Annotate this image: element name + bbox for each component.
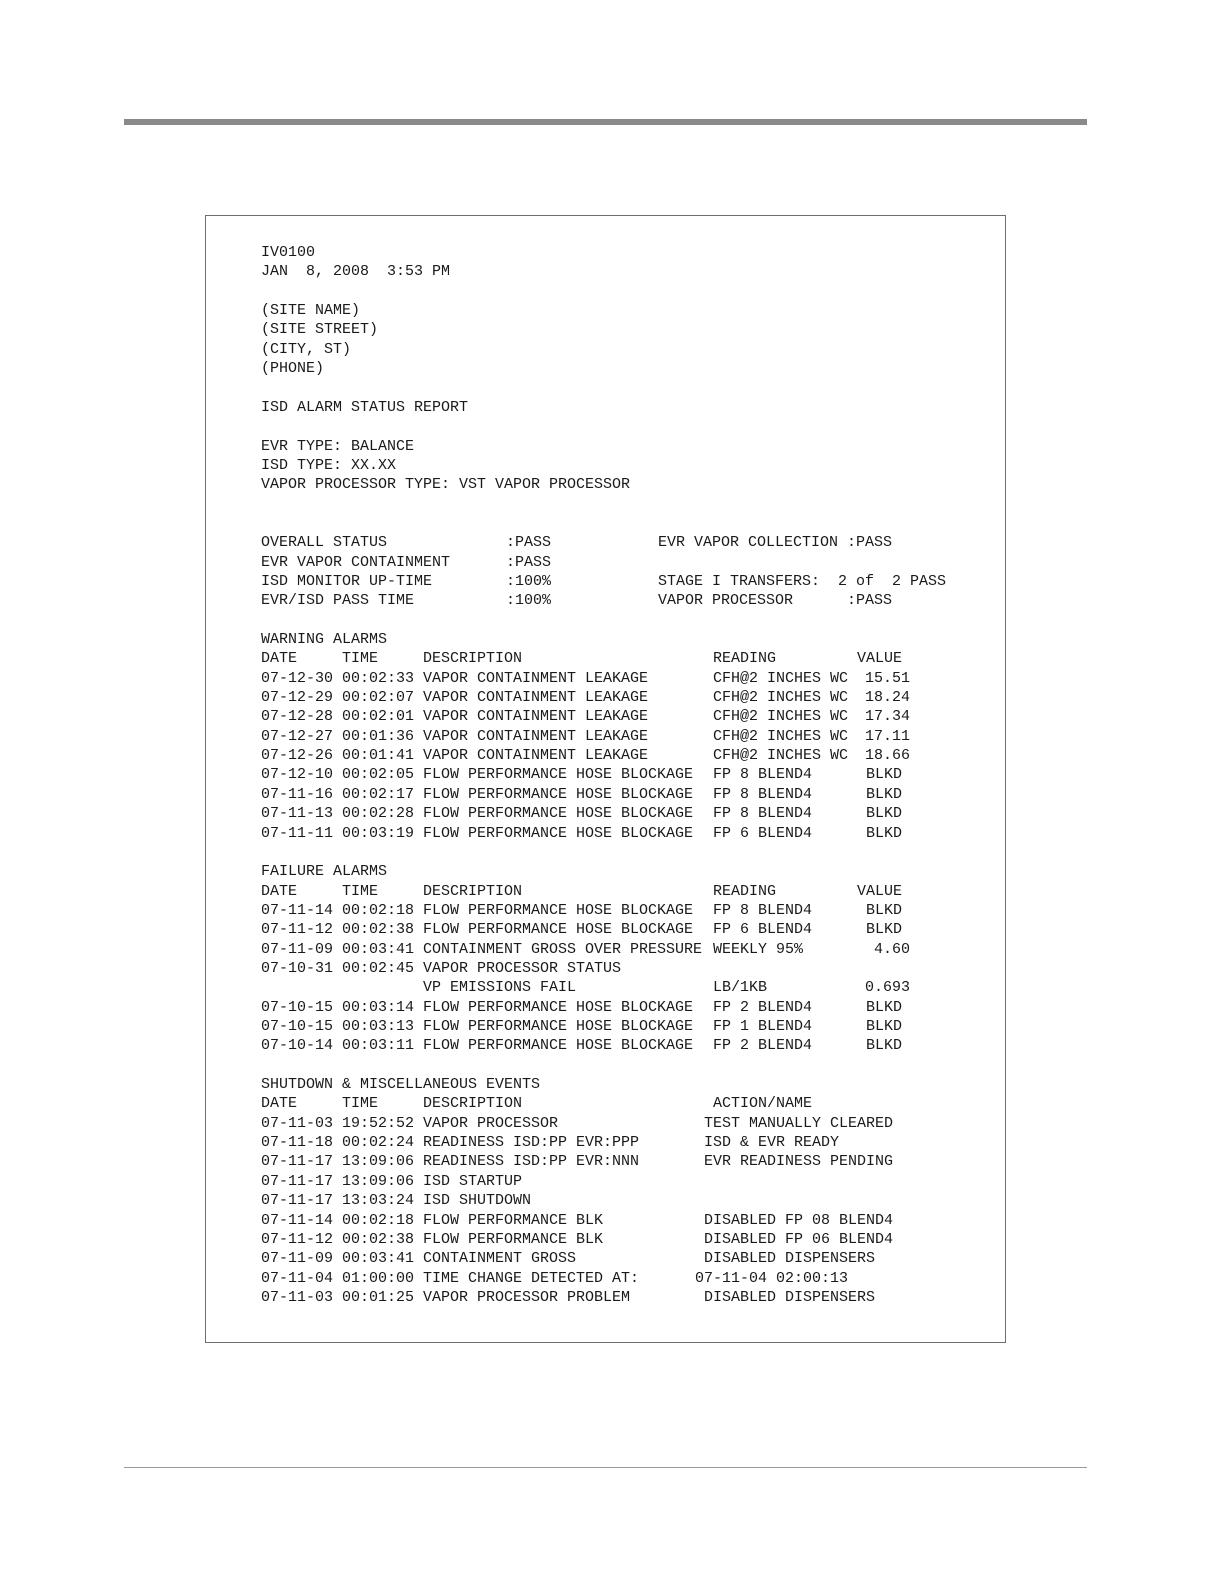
event-description: FLOW PERFORMANCE BLK bbox=[423, 1230, 604, 1248]
row-reading: FP 8 BLEND4 bbox=[713, 805, 813, 823]
col-description: DESCRIPTION bbox=[423, 1095, 523, 1113]
row-time: 00:02:28 bbox=[342, 805, 415, 823]
row-time: 00:03:14 bbox=[342, 998, 415, 1016]
event-action: DISABLED DISPENSERS bbox=[704, 1250, 876, 1268]
event-description: TIME CHANGE DETECTED AT: bbox=[423, 1269, 640, 1287]
row-time: 00:02:05 bbox=[342, 766, 415, 784]
event-action: ISD & EVR READY bbox=[704, 1134, 840, 1152]
row-value: BLKD bbox=[866, 785, 903, 803]
row-date: 07-11-12 bbox=[261, 921, 334, 939]
isd-alarm-status-report bbox=[206, 216, 1005, 1342]
row-time: 00:03:13 bbox=[342, 1018, 415, 1035]
event-time: 13:03:24 bbox=[342, 1192, 415, 1210]
vapor-processor-type: VAPOR PROCESSOR TYPE: VST VAPOR PROCESSOR bbox=[261, 476, 631, 494]
event-action: DISABLED FP 06 BLEND4 bbox=[704, 1230, 894, 1248]
event-date: 07-11-17 bbox=[261, 1153, 334, 1171]
row-reading: WEEKLY 95% bbox=[713, 940, 804, 958]
col-reading: READING bbox=[713, 650, 777, 668]
site-name: (SITE NAME) bbox=[261, 302, 361, 320]
event-time: 00:02:38 bbox=[342, 1230, 415, 1248]
evr-type: EVR TYPE: BALANCE bbox=[261, 437, 415, 455]
status-label: OVERALL STATUS bbox=[261, 534, 388, 552]
row-date: 07-10-15 bbox=[261, 1018, 334, 1035]
event-time: 19:52:52 bbox=[342, 1114, 415, 1132]
event-time: 00:03:41 bbox=[342, 1250, 415, 1268]
row-date: 07-11-16 bbox=[261, 785, 334, 803]
site-phone: (PHONE) bbox=[261, 360, 325, 378]
row-description: VAPOR CONTAINMENT LEAKAGE bbox=[423, 727, 649, 745]
row-date: 07-11-11 bbox=[261, 824, 334, 842]
row-time: 00:01:41 bbox=[342, 747, 415, 765]
row-time: 00:02:01 bbox=[342, 708, 415, 726]
event-date: 07-11-03 bbox=[261, 1288, 334, 1306]
status-right: EVR VAPOR COLLECTION :PASS bbox=[658, 534, 893, 552]
row-date: 07-12-30 bbox=[261, 669, 334, 687]
row-time: 00:02:45 bbox=[342, 959, 415, 977]
row-reading: FP 2 BLEND4 bbox=[713, 998, 813, 1016]
status-value: :PASS bbox=[506, 534, 552, 552]
status-label: EVR/ISD PASS TIME bbox=[261, 592, 415, 610]
row-reading: FP 8 BLEND4 bbox=[713, 901, 813, 919]
col-action: ACTION/NAME bbox=[713, 1095, 813, 1113]
row-reading: CFH@2 INCHES WC bbox=[713, 747, 849, 765]
row-date: 07-12-28 bbox=[261, 708, 334, 726]
row-reading: LB/1KB bbox=[713, 979, 768, 997]
event-action: DISABLED FP 08 BLEND4 bbox=[704, 1211, 894, 1229]
footer-rule bbox=[124, 1467, 1087, 1468]
event-time: 00:02:18 bbox=[342, 1211, 415, 1229]
row-date: 07-12-10 bbox=[261, 766, 334, 784]
row-reading: FP 8 BLEND4 bbox=[713, 785, 813, 803]
col-time: TIME bbox=[342, 1095, 379, 1113]
row-time: 00:03:11 bbox=[342, 1037, 415, 1055]
event-date: 07-11-17 bbox=[261, 1172, 334, 1190]
row-time: 00:02:38 bbox=[342, 921, 415, 939]
event-action: 07-11-04 02:00:13 bbox=[695, 1269, 849, 1287]
event-description: VAPOR PROCESSOR PROBLEM bbox=[423, 1288, 631, 1306]
row-description: CONTAINMENT GROSS OVER PRESSURE bbox=[423, 940, 703, 958]
row-description: VP EMISSIONS FAIL bbox=[423, 979, 577, 997]
row-description: VAPOR CONTAINMENT LEAKAGE bbox=[423, 689, 649, 707]
row-description: VAPOR CONTAINMENT LEAKAGE bbox=[423, 747, 649, 765]
event-action: TEST MANUALLY CLEARED bbox=[704, 1114, 894, 1132]
event-date: 07-11-18 bbox=[261, 1134, 334, 1152]
row-time: 00:03:19 bbox=[342, 824, 415, 842]
row-description: FLOW PERFORMANCE HOSE BLOCKAGE bbox=[423, 824, 694, 842]
col-time: TIME bbox=[342, 882, 379, 900]
row-value: 17.34 bbox=[864, 708, 910, 726]
row-description: FLOW PERFORMANCE HOSE BLOCKAGE bbox=[423, 901, 694, 919]
event-date: 07-11-03 bbox=[261, 1114, 334, 1132]
row-date: 07-10-15 bbox=[261, 998, 334, 1016]
isd-type: ISD TYPE: XX.XX bbox=[261, 456, 397, 474]
report-printout bbox=[205, 215, 1006, 1343]
status-value: :PASS bbox=[506, 553, 552, 571]
event-date: 07-11-14 bbox=[261, 1211, 334, 1229]
event-date: 07-11-12 bbox=[261, 1230, 334, 1248]
row-value: BLKD bbox=[866, 824, 903, 842]
event-date: 07-11-04 bbox=[261, 1269, 334, 1287]
row-description: FLOW PERFORMANCE HOSE BLOCKAGE bbox=[423, 805, 694, 823]
col-description: DESCRIPTION bbox=[423, 882, 523, 900]
row-date: 07-11-09 bbox=[261, 940, 334, 958]
row-value: BLKD bbox=[866, 901, 903, 919]
row-reading: FP 6 BLEND4 bbox=[713, 824, 813, 842]
col-date: DATE bbox=[261, 882, 298, 900]
row-value: BLKD bbox=[866, 1037, 903, 1055]
event-action: DISABLED DISPENSERS bbox=[704, 1288, 876, 1306]
row-description: VAPOR CONTAINMENT LEAKAGE bbox=[423, 669, 649, 687]
row-value: BLKD bbox=[866, 766, 903, 784]
event-time: 13:09:06 bbox=[342, 1172, 415, 1190]
event-description: CONTAINMENT GROSS bbox=[423, 1250, 577, 1268]
event-time: 00:01:25 bbox=[342, 1288, 415, 1306]
row-reading: CFH@2 INCHES WC bbox=[713, 689, 849, 707]
row-reading: FP 1 BLEND4 bbox=[713, 1018, 813, 1035]
header-rule bbox=[124, 119, 1087, 125]
row-value: BLKD bbox=[866, 998, 903, 1016]
row-time: 00:01:36 bbox=[342, 727, 415, 745]
row-reading: CFH@2 INCHES WC bbox=[713, 727, 849, 745]
row-date: 07-10-14 bbox=[261, 1037, 334, 1055]
row-date: 07-10-31 bbox=[261, 959, 334, 977]
row-time: 00:02:18 bbox=[342, 901, 415, 919]
status-label: ISD MONITOR UP-TIME bbox=[261, 572, 433, 590]
col-value: VALUE bbox=[857, 650, 903, 668]
col-value: VALUE bbox=[857, 882, 903, 900]
row-description: FLOW PERFORMANCE HOSE BLOCKAGE bbox=[423, 921, 694, 939]
event-action: EVR READINESS PENDING bbox=[704, 1153, 894, 1171]
row-value: 4.60 bbox=[873, 940, 910, 958]
col-date: DATE bbox=[261, 1095, 298, 1113]
status-label: EVR VAPOR CONTAINMENT bbox=[261, 553, 451, 571]
row-value: BLKD bbox=[866, 1018, 903, 1035]
event-date: 07-11-09 bbox=[261, 1250, 334, 1268]
event-description: ISD STARTUP bbox=[423, 1172, 523, 1190]
event-description: FLOW PERFORMANCE BLK bbox=[423, 1211, 604, 1229]
row-reading: FP 6 BLEND4 bbox=[713, 921, 813, 939]
status-value: :100% bbox=[506, 572, 552, 590]
row-time: 00:02:17 bbox=[342, 785, 415, 803]
event-description: VAPOR PROCESSOR bbox=[423, 1114, 559, 1132]
col-reading: READING bbox=[713, 882, 777, 900]
row-description: FLOW PERFORMANCE HOSE BLOCKAGE bbox=[423, 766, 694, 784]
row-value: 15.51 bbox=[864, 669, 910, 687]
event-time: 13:09:06 bbox=[342, 1153, 415, 1171]
row-reading: CFH@2 INCHES WC bbox=[713, 669, 849, 687]
row-value: 18.66 bbox=[864, 747, 910, 765]
event-description: READINESS ISD:PP EVR:PPP bbox=[423, 1134, 640, 1152]
row-reading: FP 8 BLEND4 bbox=[713, 766, 813, 784]
row-description: FLOW PERFORMANCE HOSE BLOCKAGE bbox=[423, 1018, 694, 1035]
row-date: 07-12-29 bbox=[261, 689, 334, 707]
row-value: 18.24 bbox=[864, 689, 910, 707]
row-reading: CFH@2 INCHES WC bbox=[713, 708, 849, 726]
row-description: VAPOR PROCESSOR STATUS bbox=[423, 959, 622, 977]
row-date: 07-11-14 bbox=[261, 901, 334, 919]
event-date: 07-11-17 bbox=[261, 1192, 334, 1210]
row-value: 17.11 bbox=[864, 727, 910, 745]
section-title: SHUTDOWN & MISCELLANEOUS EVENTS bbox=[261, 1076, 541, 1094]
event-time: 01:00:00 bbox=[342, 1269, 415, 1287]
row-time: 00:03:41 bbox=[342, 940, 415, 958]
row-value: BLKD bbox=[866, 921, 903, 939]
row-value: BLKD bbox=[866, 805, 903, 823]
event-description: READINESS ISD:PP EVR:NNN bbox=[423, 1153, 640, 1171]
col-date: DATE bbox=[261, 650, 298, 668]
report-title: ISD ALARM STATUS REPORT bbox=[261, 398, 469, 416]
row-description: FLOW PERFORMANCE HOSE BLOCKAGE bbox=[423, 998, 694, 1016]
event-time: 00:02:24 bbox=[342, 1134, 415, 1152]
report-datetime: JAN 8, 2008 3:53 PM bbox=[261, 263, 451, 281]
row-description: FLOW PERFORMANCE HOSE BLOCKAGE bbox=[423, 785, 694, 803]
event-description: ISD SHUTDOWN bbox=[423, 1192, 532, 1210]
section-title: WARNING ALARMS bbox=[261, 631, 388, 648]
row-date: 07-11-13 bbox=[261, 805, 334, 823]
row-time: 00:02:33 bbox=[342, 669, 415, 687]
col-time: TIME bbox=[342, 650, 379, 668]
site-street: (SITE STREET) bbox=[261, 321, 379, 339]
row-time: 00:02:07 bbox=[342, 689, 415, 707]
row-date: 07-12-27 bbox=[261, 727, 334, 745]
row-description: VAPOR CONTAINMENT LEAKAGE bbox=[423, 708, 649, 726]
section-title: FAILURE ALARMS bbox=[261, 863, 388, 881]
status-right: VAPOR PROCESSOR :PASS bbox=[658, 592, 893, 610]
site-city-state: (CITY, ST) bbox=[261, 340, 352, 358]
col-description: DESCRIPTION bbox=[423, 650, 523, 668]
row-value: 0.693 bbox=[864, 979, 910, 997]
status-value: :100% bbox=[506, 592, 552, 610]
row-description: FLOW PERFORMANCE HOSE BLOCKAGE bbox=[423, 1037, 694, 1055]
row-date: 07-12-26 bbox=[261, 747, 334, 765]
report-id: IV0100 bbox=[261, 244, 316, 261]
row-reading: FP 2 BLEND4 bbox=[713, 1037, 813, 1055]
status-right: STAGE I TRANSFERS: 2 of 2 PASS bbox=[658, 572, 947, 590]
